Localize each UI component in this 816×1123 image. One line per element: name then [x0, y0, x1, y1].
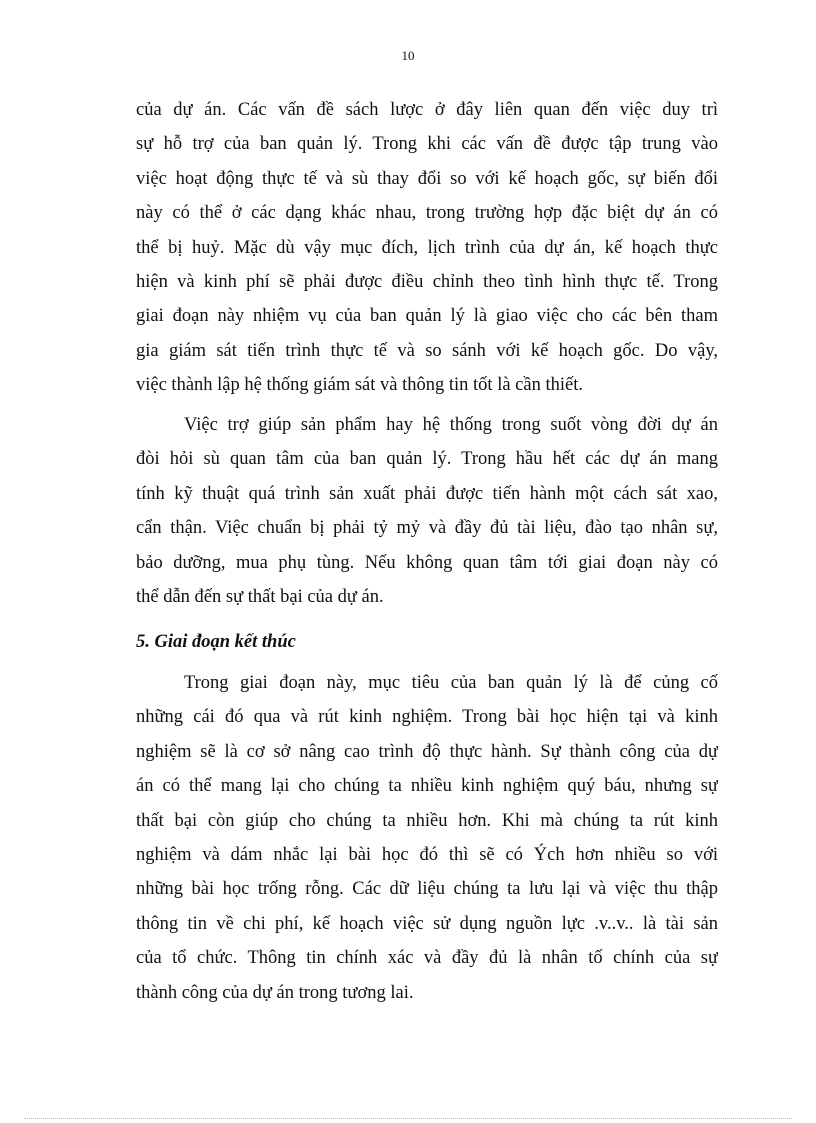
- page-bottom-divider: [24, 1118, 792, 1119]
- text-line: nghiệm sẽ là cơ sở nâng cao trình độ thực hành. Sự thành công của dự: [136, 741, 718, 762]
- text-line: thể dẫn đến sự thất bại của dự án.: [136, 586, 384, 607]
- text-line: thành công của dự án trong tương lai.: [136, 982, 414, 1003]
- text-line: thông tin về chi phí, kế hoạch việc sử dụng nguồn lực .v..v.. là tài sản: [136, 913, 718, 934]
- text-line: án có thể mang lại cho chúng ta nhiều kinh nghiệm quý báu, nhưng sự: [136, 776, 718, 797]
- text-line: những bài học trống rỗng. Các dữ liệu chúng ta lưu lại và việc thu thập: [136, 879, 718, 900]
- text-line: tính kỹ thuật quá trình sản xuất phải được tiến hành một cách sát xao,: [136, 483, 718, 504]
- paragraph-3: [136, 666, 718, 1010]
- text-line: Trong giai đoạn này, mục tiêu của ban quản lý là để củng cố: [184, 673, 718, 693]
- text-line: việc hoạt động thực tế và sù thay đổi so với kế hoạch gốc, sự biến đổi: [136, 168, 718, 189]
- text-line: gia giám sát tiến trình thực tế và so sánh với kế hoạch gốc. Do vậy,: [136, 340, 718, 361]
- text-line: cẩn thận. Việc chuẩn bị phải tỷ mỷ và đầy đủ tài liệu, đào tạo nhân sự,: [136, 518, 718, 539]
- text-line: đòi hỏi sù quan tâm của ban quản lý. Trong hầu hết các dự án mang: [136, 449, 718, 470]
- text-line: thể bị huỷ. Mặc dù vậy mục đích, lịch trình của dự án, kế hoạch thực: [136, 237, 718, 258]
- text-line: sự hỗ trợ của ban quản lý. Trong khi các vấn đề được tập trung vào: [136, 134, 718, 155]
- text-line: của tổ chức. Thông tin chính xác và đầy đủ là nhân tố chính của sự: [136, 948, 718, 969]
- text-line: Việc trợ giúp sản phẩm hay hệ thống trong suốt vòng đời dự án: [184, 415, 718, 435]
- paragraph-2: [136, 408, 718, 614]
- section-heading: 5. Giai đoạn kết thúc: [136, 632, 296, 652]
- text-line: nghiệm và dám nhắc lại bài học đó thì sẽ có Ých hơn nhiều so với: [136, 844, 718, 865]
- text-line: này có thể ở các dạng khác nhau, trong trường hợp đặc biệt dự án có: [136, 203, 718, 224]
- text-line: hiện và kinh phí sẽ phải được điều chỉnh theo tình hình thực tế. Trong: [136, 271, 718, 292]
- text-line: thất bại còn giúp cho chúng ta nhiều hơn. Khi mà chúng ta rút kinh: [136, 810, 718, 831]
- paragraph-1: [136, 93, 718, 403]
- text-line: những cái đó qua và rút kinh nghiệm. Trong bài học hiện tại và kinh: [136, 707, 718, 728]
- text-line: giai đoạn này nhiệm vụ của ban quản lý là giao việc cho các bên tham: [136, 306, 718, 327]
- text-line: việc thành lập hệ thống giám sát và thông tin tốt là cần thiết.: [136, 375, 583, 396]
- text-line: của dự án. Các vấn đề sách lược ở đây liên quan đến việc duy trì: [136, 100, 718, 120]
- page-number: 10: [401, 48, 415, 63]
- text-line: bảo dưỡng, mua phụ tùng. Nếu không quan tâm tới giai đoạn này có: [136, 552, 718, 573]
